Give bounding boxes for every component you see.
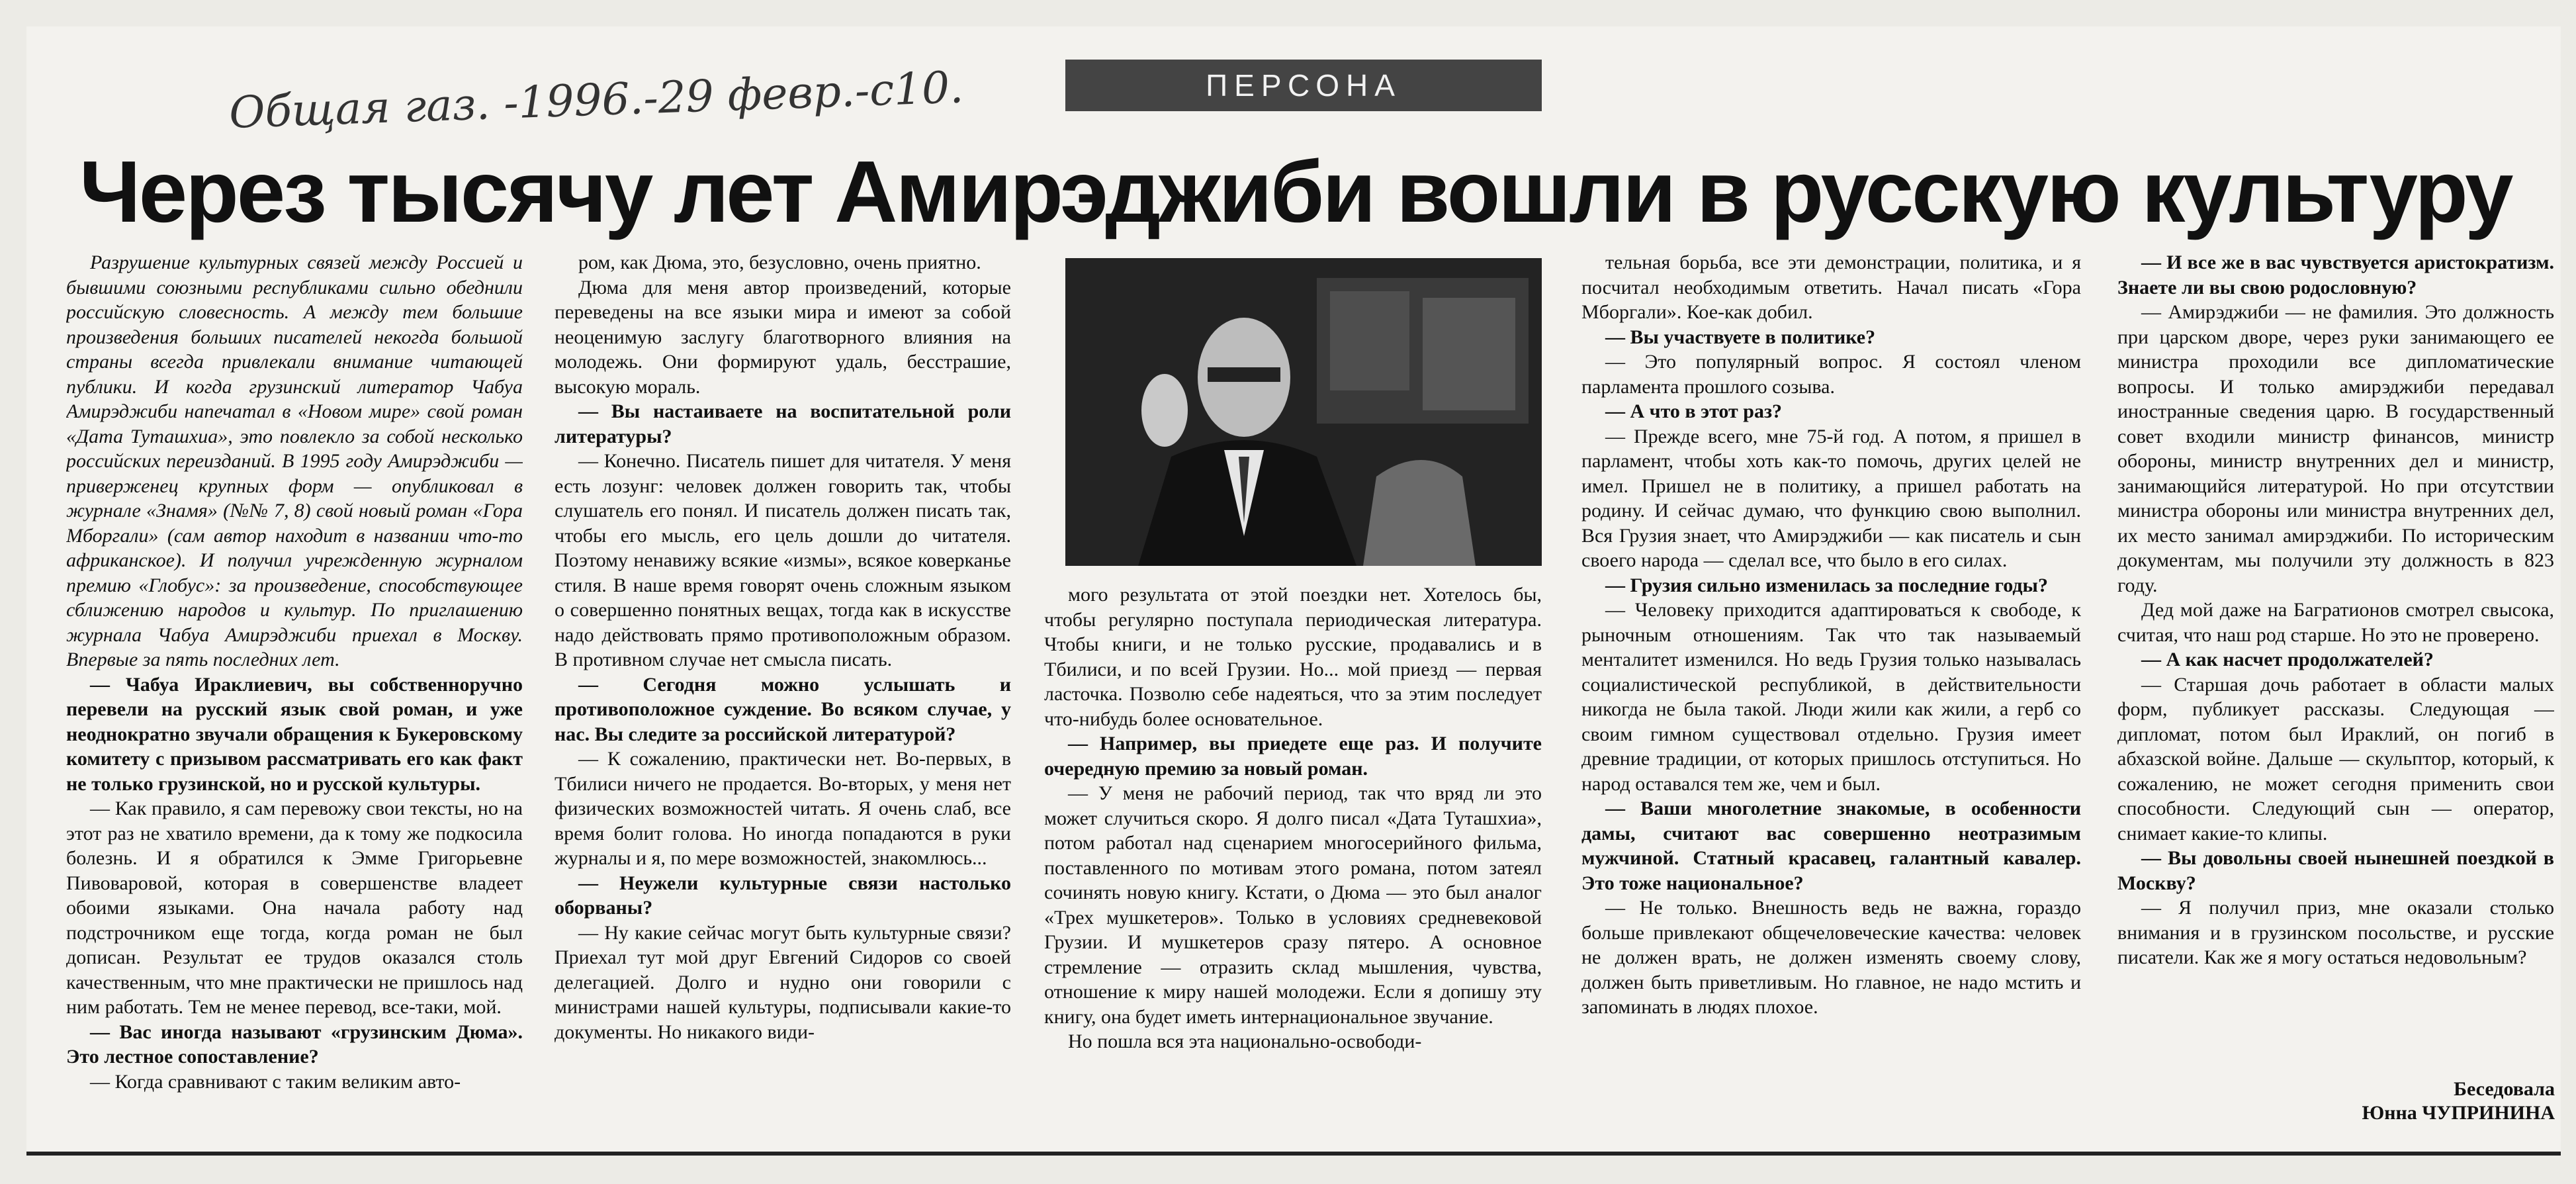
question-paragraph: — Ваши многолетние знакомые, в особенности дамы, считают вас совершенно неотразимым мужчиной. Статный красавец, галантный кавалер. Это тоже национальное? (1581, 797, 2081, 894)
column-5 (2117, 250, 2554, 1111)
answer-paragraph: Дед мой даже на Багратионов смотрел свысока, считая, что наш род старше. Но это не проверено. (2117, 599, 2554, 646)
answer-paragraph: ром, как Дюма, это, безусловно, очень приятно. (578, 251, 981, 273)
portrait-image (1065, 258, 1542, 566)
answer-paragraph: — Как правило, я сам перевожу свои тексты, но на этот раз не хватило времени, да к тому же подкосила болезнь. И я обратился к Эмме Григорьевне Пивоваровой, которая в совершенстве владеет обоими языками. Она начала работу над подстрочником еще тогда, когда роман не был дописан. Результат ее трудов оказался столь качественным, что мне практически не пришлось над ним работать. Тем не менее перевод, все-таки, мой. (66, 797, 523, 1018)
answer-paragraph: — Это популярный вопрос. Я состоял членом парламента прошлого созыва. (1581, 351, 2081, 398)
answer-paragraph: — Не только. Внешность ведь не важна, гораздо больше привлекают общечеловеческие качества: человек не должен врать, не должен изменять своему слову, должен быть приветливым. Но главное, не надо мстить и запоминать в людях плохое. (1581, 897, 2081, 1018)
answer-paragraph: — Человеку приходится адаптироваться к свободе, к рыночным отношениям. Так что так называемый менталитет изменился. Но ведь Грузия только называлась социалистической республикой, в действительности никогда не была такой. Люди жили как жили, а герб со своим гимном существовал отдельно. Грузия имеет древние традиции, от которых пришлось отступиться. Но народ оставался тем же, чем и был. (1581, 599, 2081, 795)
bottom-rule (26, 1152, 2561, 1156)
question-paragraph: — Сегодня можно услышать и противоположное суждение. Во всяком случае, у нас. Вы следите за российской литературой? (555, 673, 1011, 745)
question-paragraph: — И все же в вас чувствуется аристократизм. Знаете ли вы свою родословную? (2117, 251, 2554, 298)
byline (2362, 1077, 2555, 1125)
portrait-photo (1065, 258, 1542, 566)
question-paragraph: — Вы участвуете в политике? (1605, 326, 1876, 348)
answer-paragraph: — Старшая дочь работает в области малых форм, публикует рассказы. Следующая — дипломат, потом был Ираклий, он погиб в абхазской войне. Дальше — скульптор, который, к сожалению, не может сегодня применить свои способности. Следующий сын — оператор, снимает какие-то клипы. (2117, 673, 2554, 844)
question-paragraph: — Вы довольны своей нынешней поездкой в Москву? (2117, 847, 2554, 894)
answer-paragraph: — Конечно. Писатель пишет для читателя. У меня есть лозунг: человек должен говорить так, чтобы слушатель его понял. И писатель должен писать так, чтобы его мысль, его цель дошли до читателя. Поэтому ненавижу всякие «измы», всякое коверканье стиля. В наше время говорят очень сложным языком о совершенно понятных вещах, тогда как в искусстве надо действовать прямо противоположным образом. В противном случае нет смысла писать. (555, 450, 1011, 670)
column-3 (1044, 582, 1542, 1124)
answer-paragraph: — Амирэджиби — не фамилия. Это должность при царском дворе, через руки занимающего ее министра проходили все дипломатические вопросы. И только амирэджиби передавал иностранные сведения царю. В государственный совет входили министр финансов, министр обороны, министр внутренних дел и министр, занимающийся литературой. Но при отсутствии министра обороны или министра внутренних дел, их место занимал амирэджиби. По историческим документам, мы получили эту должность в 823 году. (2117, 301, 2554, 596)
section-banner: ПЕРСОНА (1065, 60, 1542, 111)
question-paragraph: — Вас иногда называют «грузинским Дюма». Это лестное сопоставление? (66, 1021, 523, 1068)
answer-paragraph: Дюма для меня автор произведений, которые переведены на все языки мира и имеют за собой неоценимую заслугу благотворного влияния на молодежь. Они формируют удаль, бесстрашие, высокую мораль. (555, 276, 1011, 398)
answer-paragraph: Но пошла вся эта национально-освободи- (1068, 1030, 1422, 1052)
headline: Через тысячу лет Амирэджиби вошли в русскую культуру (79, 143, 2512, 240)
question-paragraph: — Грузия сильно изменилась за последние годы? (1605, 574, 2048, 596)
question-paragraph: — Например, вы приедете еще раз. И получите очередную премию за новый роман. (1044, 733, 1542, 780)
question-paragraph: — Чабуа Ираклиевич, вы собственноручно перевели на русский язык свой роман, и уже неоднократно звучали обращения к Букеровскому комитету с призывом рассматривать его как факт не только грузинской, но и русской культуры. (66, 673, 523, 795)
question-paragraph: — Неужели культурные связи настолько оборваны? (555, 872, 1011, 919)
answer-paragraph: мого результата от этой поездки нет. Хотелось бы, чтобы регулярно поступала периодическая литература. Чтобы книги, и не только русские, продавались и в Тбилиси, и по всей Грузии. Но... мой приезд — первая ласточка. Позволю себе надеяться, что за этим последует что-нибудь более основательное. (1044, 584, 1542, 730)
question-paragraph: — А что в этот раз? (1605, 400, 1783, 422)
column-2 (555, 250, 1011, 1124)
column-1 (66, 250, 523, 1124)
byline-label: Беседовала (2454, 1078, 2555, 1100)
lead-paragraph: Разрушение культурных связей между Россией и бывшими союзными республиками сильно обеднили российскую словесность. А между тем большие произведения больших писателей некогда большой страны всегда привлекали внимание читающей публики. И когда грузинский литератор Чабуа Амирэджиби напечатал в «Новом мире» свой роман «Дата Туташхиа», это повлекло за собой несколько российских переизданий. В 1995 году Амирэджиби — приверженец крупных форм — опубликовал в журнале «Знамя» (№№ 7, 8) свой новый роман «Гора Мборгали» (сам автор находит в названии что-то африканское). И получил учрежденную журналом премию «Глобус»: за произведение, способствующее сближению народов и культур. По приглашению журнала Чабуа Амирэджиби приехал в Москву. Впервые за пять последних лет. (66, 251, 523, 670)
answer-paragraph: — Прежде всего, мне 75-й год. А потом, я пришел в парламент, чтобы хоть как-то помочь, других целей не имел. Пришел не в политику, а пришел работать на родину. И сейчас думаю, что функцию свою выполнил. Вся Грузия знает, что Амирэджиби — как писатель и сын своего народа — сделал все, что было в его силах. (1581, 425, 2081, 571)
answer-paragraph: тельная борьба, все эти демонстрации, политика, и я посчитал необходимым ответить. Начал писать «Гора Мборгали». Кое-как добил. (1581, 251, 2081, 323)
byline-author: Юнна ЧУПРИНИНА (2362, 1102, 2555, 1124)
handwritten-note: Общая газ. -1996.-29 февр.-с10. (228, 62, 965, 138)
answer-paragraph: — Ну какие сейчас могут быть культурные связи? Приехал тут мой друг Евгений Сидоров со своей делегацией. Долго и нудно они говорили с министрами нашей культуры, подписывали какие-то документы. Но никакого види- (555, 921, 1011, 1043)
answer-paragraph: — У меня не рабочий период, так что вряд ли это может случиться скоро. Я долго писал «Дата Туташхиа», потом работал над сценарием многосерийного фильма, поставленного по мотивам этого романа, потом затеял сочинять новую книгу. Кстати, о Дюма — это был аналог «Трех мушкетеров». Только в условиях средневековой Грузии. И мушкетеров сразу пятеро. А основное стремление — отразить склад мышления, чувства, отношение к миру нашей молодежи. Если я допишу эту книгу, она будет иметь интернациональное звучание. (1044, 782, 1542, 1028)
answer-paragraph: — Когда сравнивают с таким великим авто- (90, 1070, 461, 1093)
answer-paragraph: — К сожалению, практически нет. Во-первых, в Тбилиси ничего не продается. Во-вторых, у меня нет физических возможностей читать. Я очень слаб, все время болит голова. Но иногда попадаются в руки журналы и я, по мере возможностей, знакомлюсь... (555, 748, 1011, 869)
question-paragraph: — Вы настаиваете на воспитательной роли литературы? (555, 400, 1011, 447)
answer-paragraph: — Я получил приз, мне оказали столько внимания и в грузинском посольстве, и русские писатели. Как же я могу остаться недовольным? (2117, 897, 2554, 968)
column-4 (1581, 250, 2081, 1124)
question-paragraph: — А как насчет продолжателей? (2141, 649, 2434, 670)
